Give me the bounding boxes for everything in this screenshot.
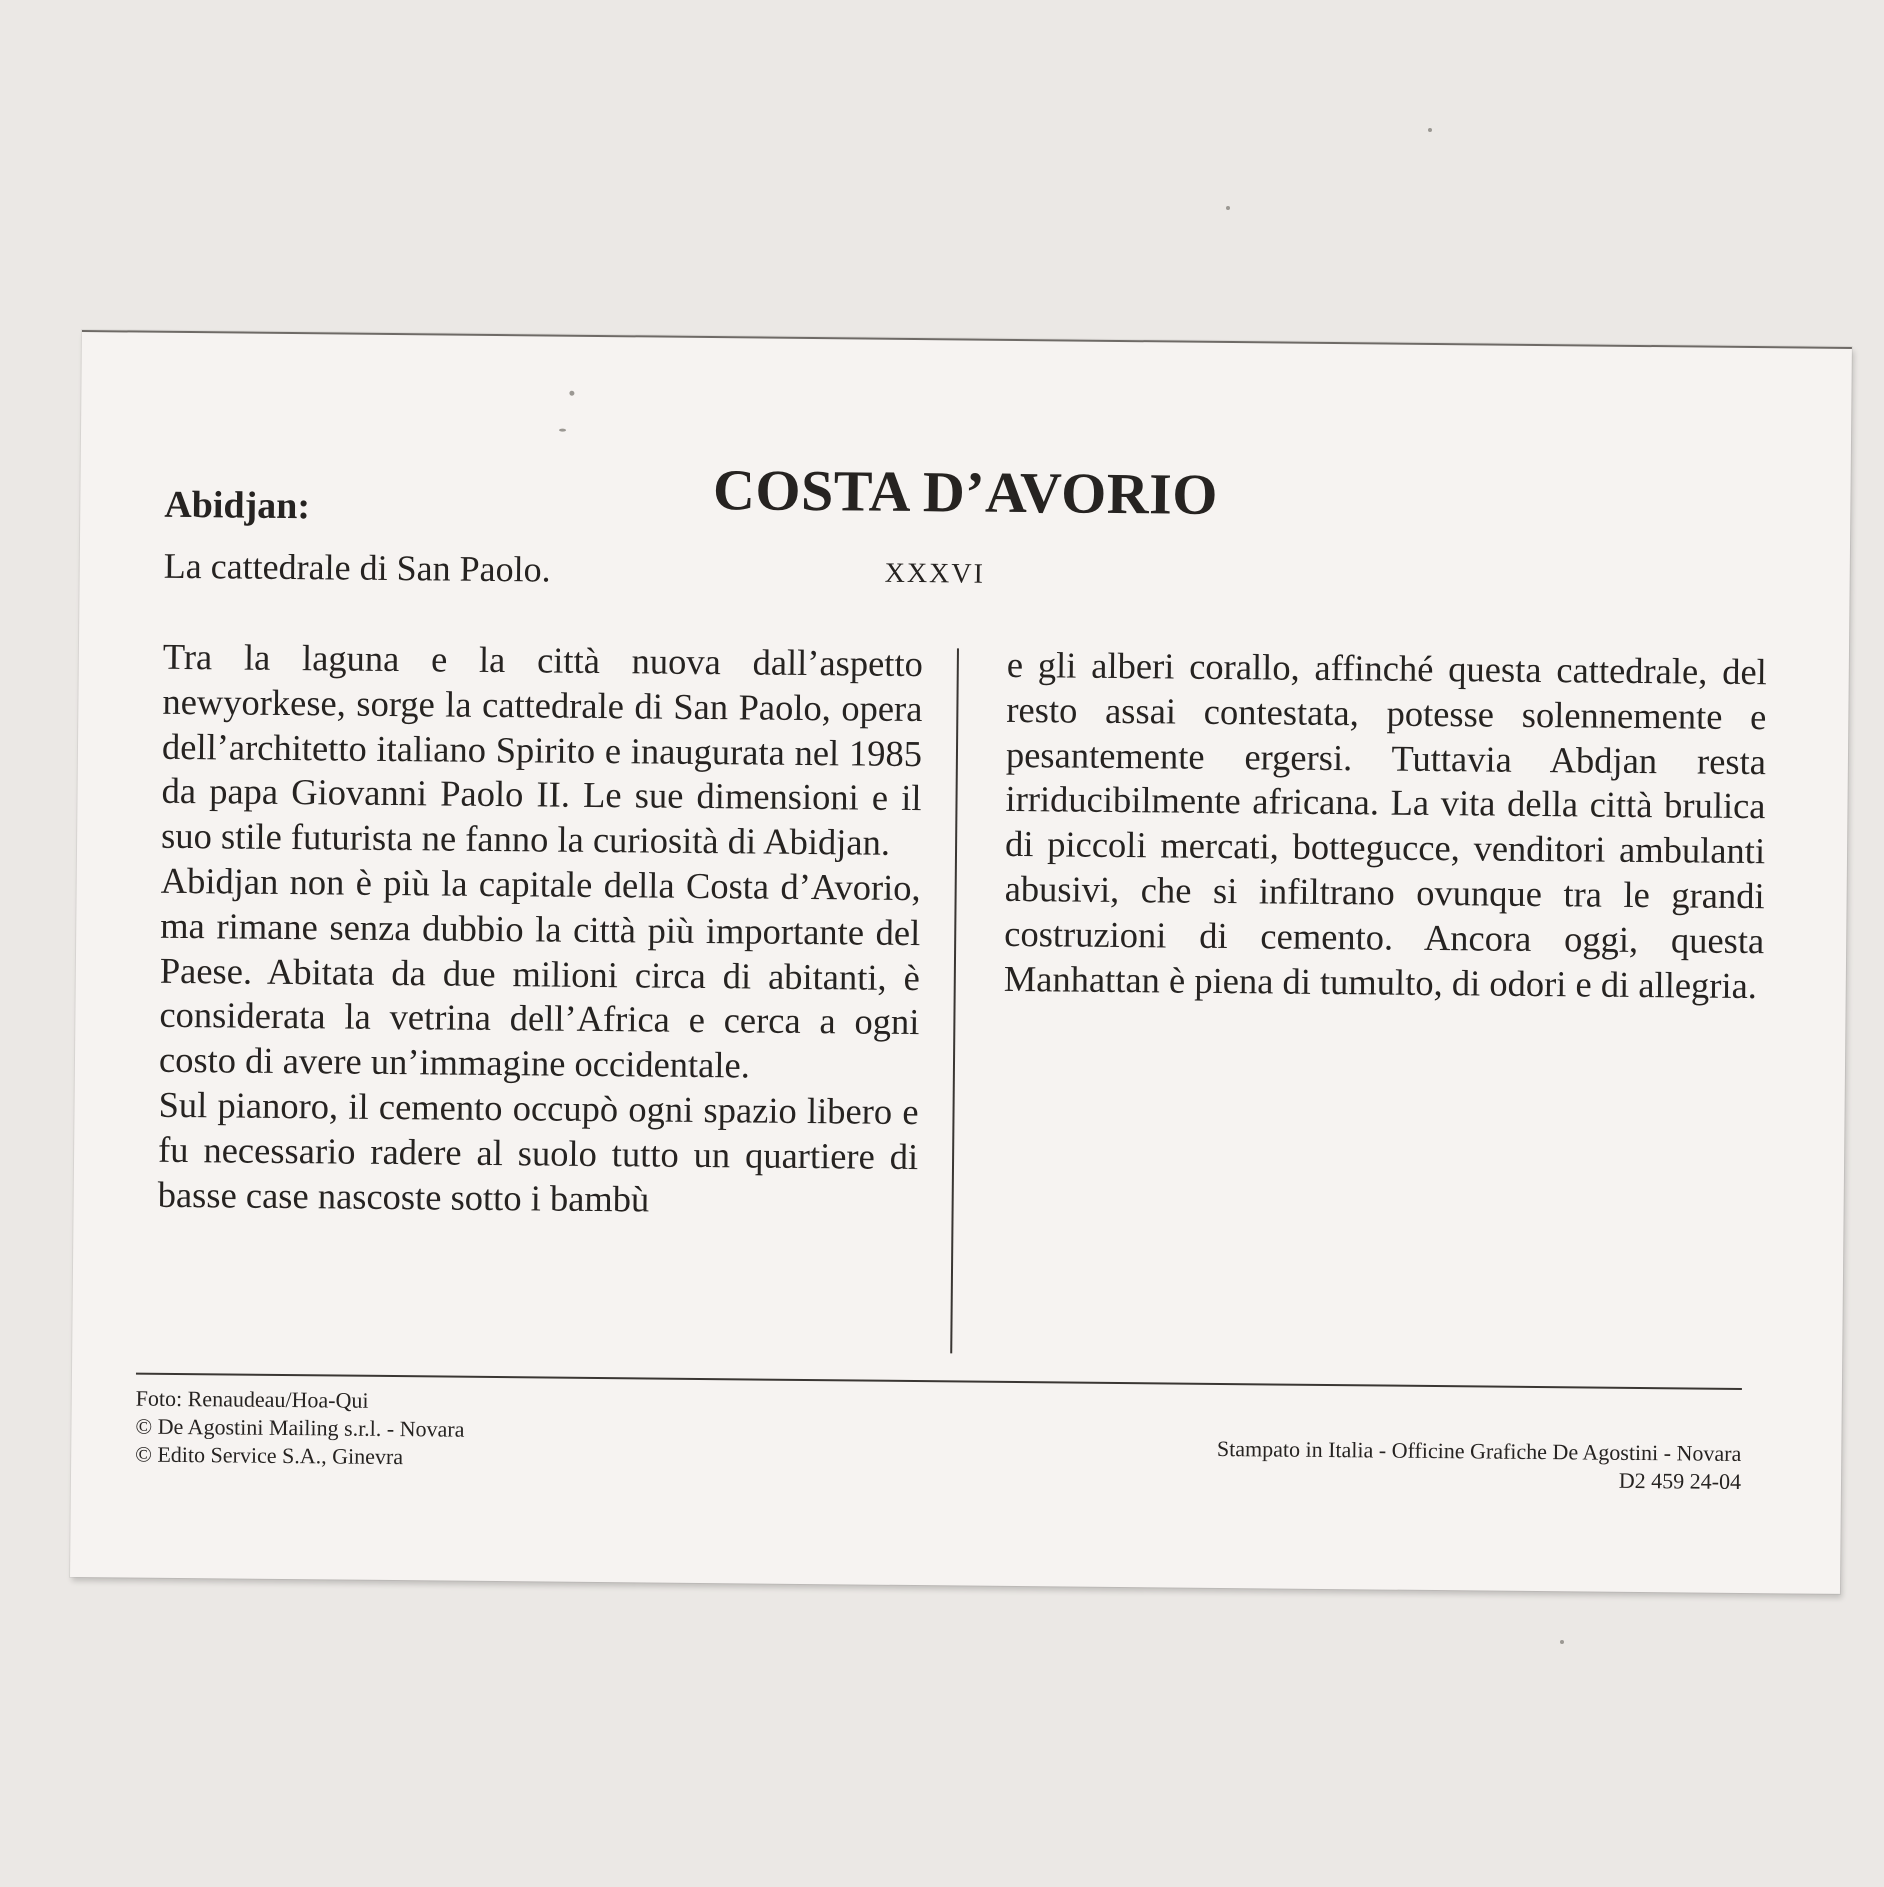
paragraph: Tra la laguna e la città nuova dall’aspetto newyorkese, sorge la cattedrale di San Paolo, opera dell’architetto italiano Spirito e inaugurata nel 1985 da papa Giovanni Paolo II. Le sue dimensioni e il suo stile futurista ne fanno la curiosità di Abidjan.: [160, 635, 924, 863]
copyright-line: © De Agostini Mailing s.r.l. - Novara: [135, 1413, 465, 1442]
roman-numeral: XXXVI: [884, 557, 986, 590]
paper-speck: [1428, 128, 1432, 132]
photo-credit: Foto: Renaudeau/Hoa-Qui: [135, 1385, 369, 1413]
print-speck: [569, 391, 574, 396]
credits-block: [135, 1385, 465, 1472]
column-divider: [950, 648, 958, 1353]
paragraph: Abidjan non è più la capitale della Costa d’Avorio, ma rimane senza dubbio la città più importante del Paese. Abitata da due milioni circa di abitanti, è considerata la vetrina dell’Africa e cerca a ogni costo di avere un’immagine occidentale.: [158, 859, 921, 1086]
page-title: COSTA D’AVORIO: [712, 457, 1219, 527]
product-code: D2 459 24-04: [1618, 1467, 1742, 1494]
copyright-line: © Edito Service S.A., Ginevra: [135, 1441, 404, 1470]
subtitle: La cattedrale di San Paolo.: [163, 545, 551, 590]
paragraph: Sul pianoro, il cemento occupò ogni spazio libero e fu necessario radere al suolo tutto un quartiere di basse case nascoste sotto i bambù: [157, 1083, 919, 1220]
place-heading: Abidjan:: [164, 483, 311, 528]
postcard-back: [70, 330, 1852, 1594]
print-speck: [559, 429, 566, 432]
printer-block: [1217, 1435, 1742, 1496]
text-column-left: [157, 635, 923, 1225]
text-column-right: [1004, 643, 1767, 1009]
paper-speck: [1560, 1640, 1564, 1644]
printer-line: Stampato in Italia - Officine Grafiche De Agostini - Novara: [1216, 1435, 1742, 1466]
paragraph: e gli alberi corallo, affinché questa cattedrale, del resto assai contestata, potesse solennemente e pesantemente ergersi. Tuttavia Abdjan resta irriducibilmente africana. La vita della città brulica di piccoli mercati, bottegucce, venditori ambulanti abusivi, che si infiltrano ovunque tra le grandi costruzioni di cemento. Ancora oggi, questa Manhattan è piena di tumulto, di odori e di allegria.: [1003, 643, 1767, 1006]
paper-speck: [1226, 206, 1230, 210]
